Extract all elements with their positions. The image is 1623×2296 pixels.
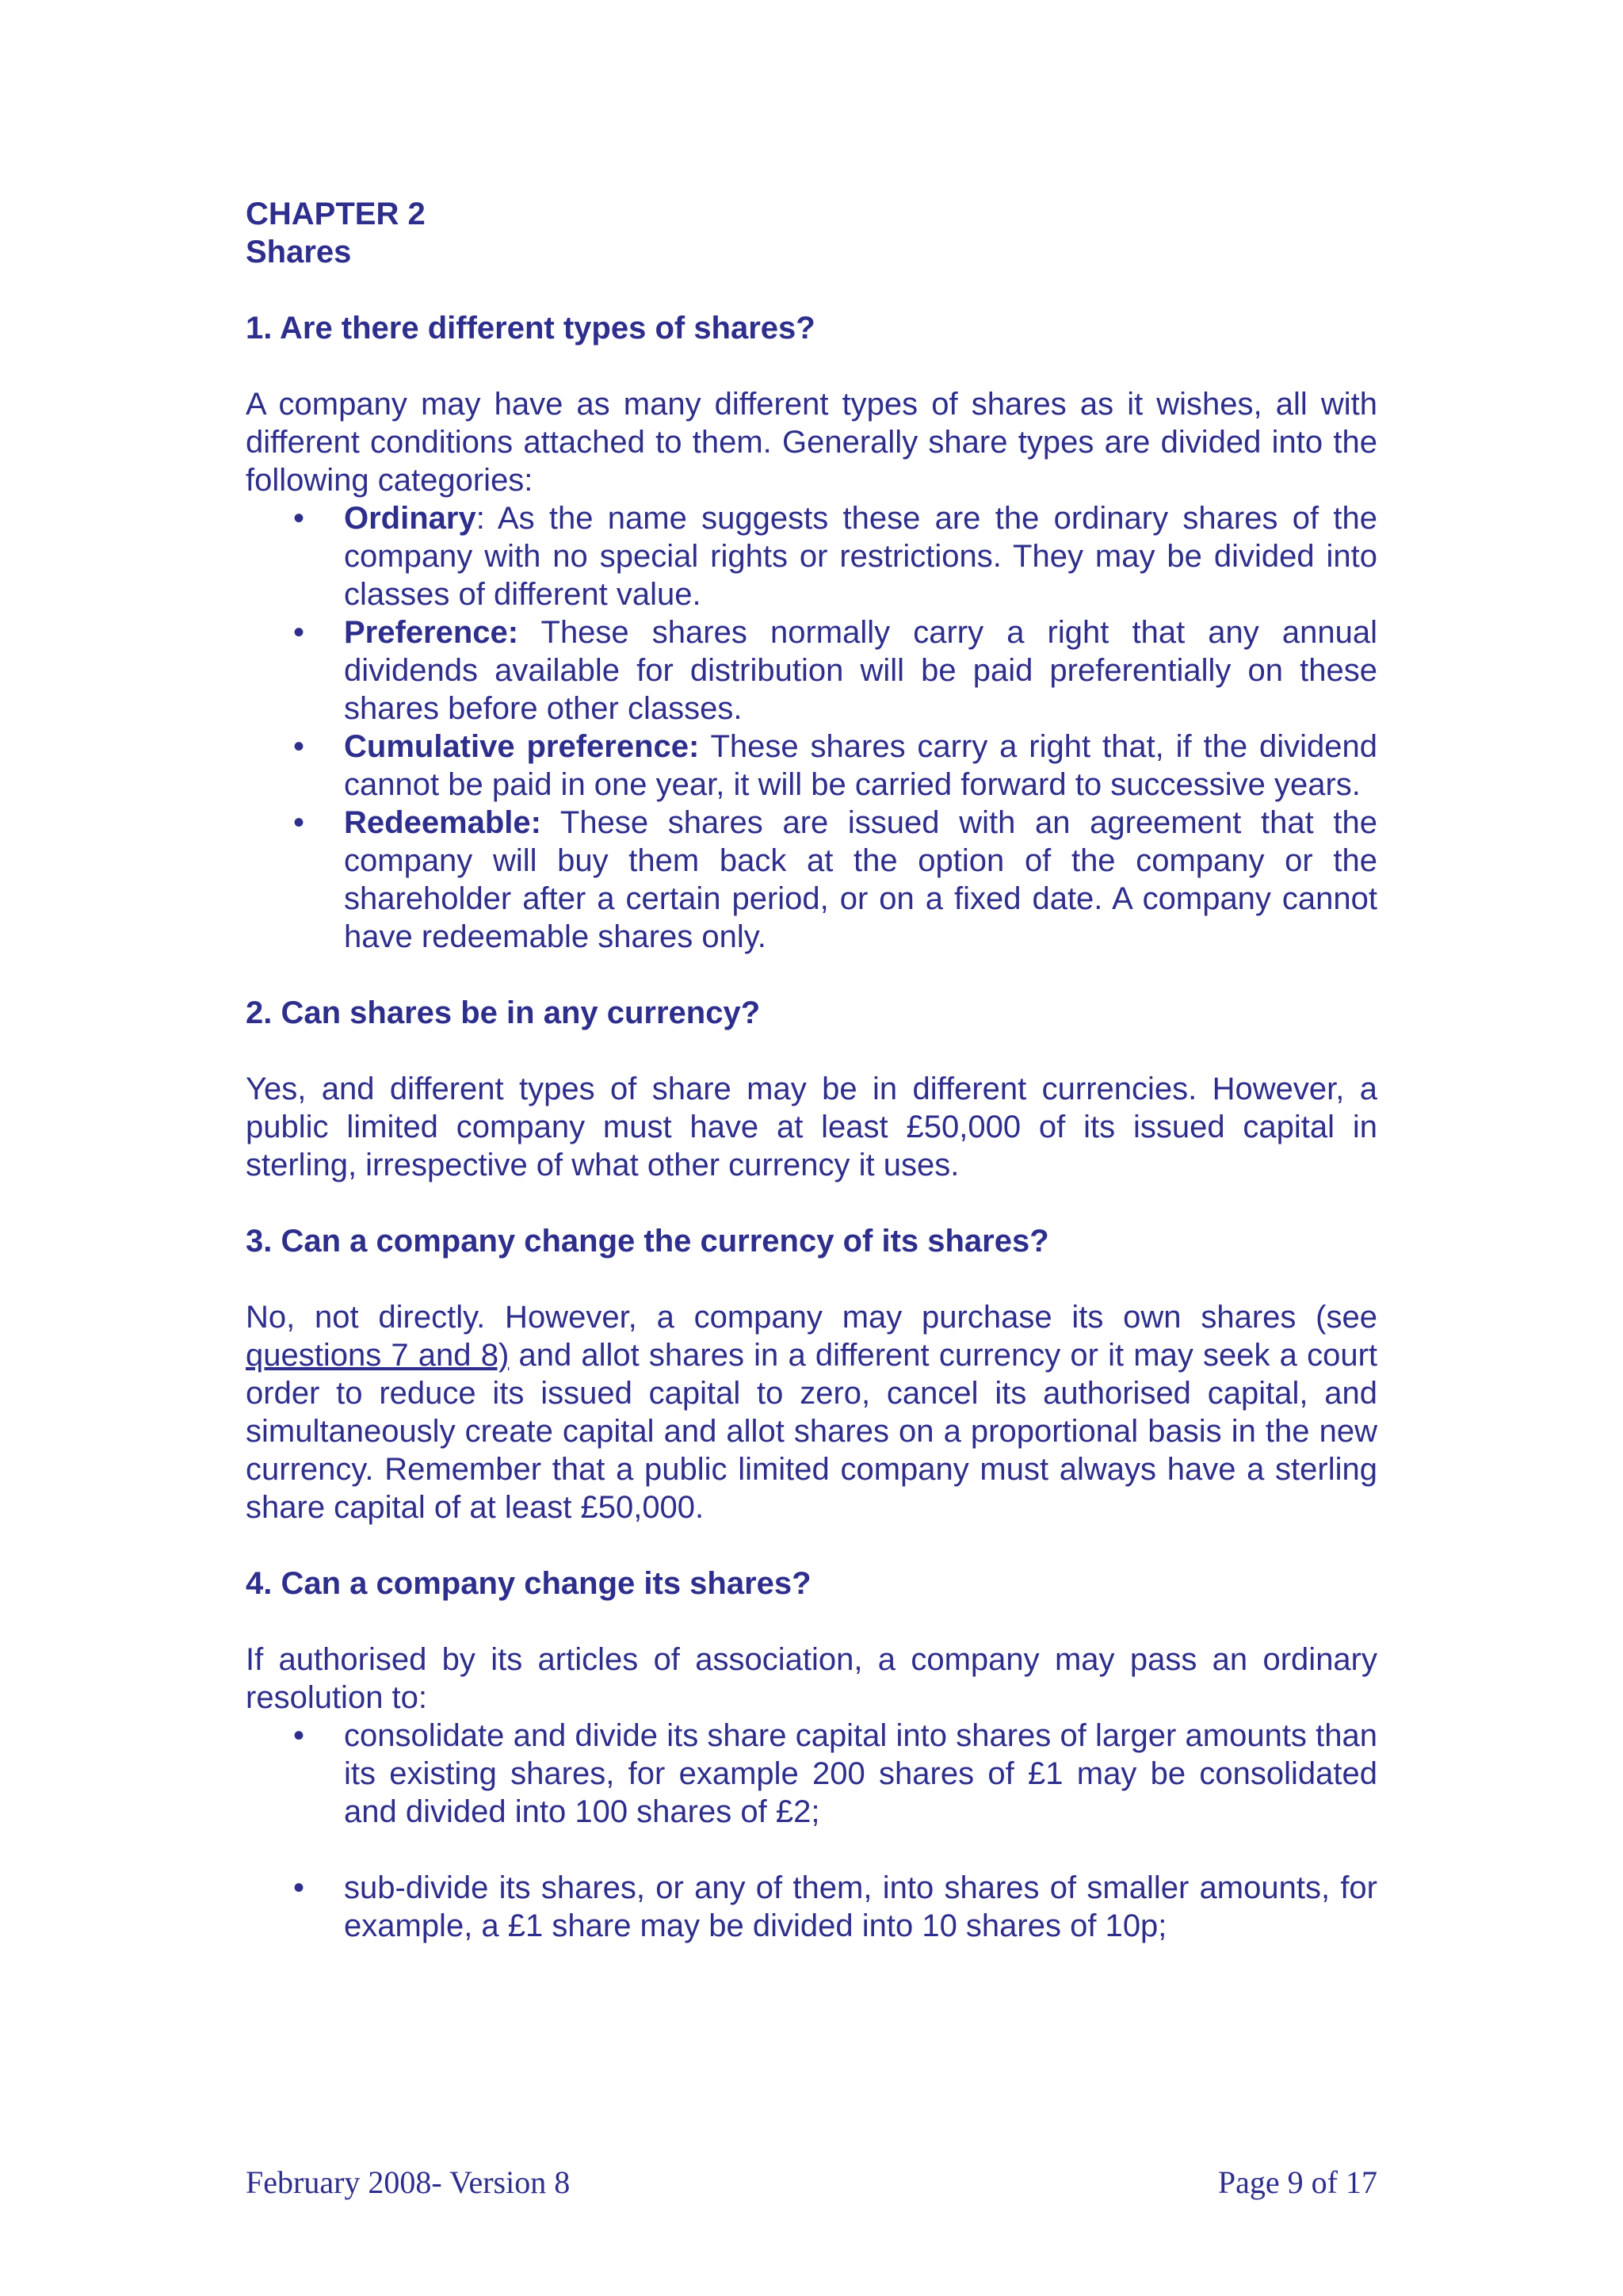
question-1-heading: 1. Are there different types of shares? xyxy=(246,311,815,346)
answer-text-start: No, not directly. However, a company may purchase its own shares (see xyxy=(246,1300,1377,1335)
list-item-text: consolidate and divide its share capital into shares of larger amounts than its existing shares, for example 200 shares of £1 may be consolidated and divided into 100 shares of £2; xyxy=(344,1718,1377,1829)
list-item xyxy=(293,499,1377,613)
footer-version: February 2008- Version 8 xyxy=(246,2164,571,2200)
list-item xyxy=(293,1869,1377,1945)
question-2-heading: 2. Can shares be in any currency? xyxy=(246,995,761,1030)
bullet-icon: • xyxy=(293,615,305,650)
bullet-icon: • xyxy=(293,501,305,536)
list-item-text: sub-divide its shares, or any of them, into shares of smaller amounts, for example, a £1 share may be divided into 10 shares of 10p; xyxy=(344,1870,1377,1943)
question-4-heading: 4. Can a company change its shares? xyxy=(246,1566,812,1601)
list-item-term: Cumulative preference: xyxy=(344,729,700,764)
share-types-list xyxy=(246,499,1377,956)
question-3-answer xyxy=(246,1298,1377,1526)
question-2-answer: Yes, and different types of share may be in different currencies. However, a public limited company must have at least £50,000 of its issued capital in sterling, irrespective of what other currency it uses. xyxy=(246,1072,1377,1182)
chapter-label: CHAPTER 2 xyxy=(246,197,426,231)
list-item-text: : As the name suggests these are the ordinary shares of the company with no special rights or restrictions. They may be divided into classes of different value. xyxy=(344,501,1377,612)
bullet-icon: • xyxy=(293,729,305,764)
question-4-intro: If authorised by its articles of association, a company may pass an ordinary resolution to: xyxy=(246,1642,1377,1715)
share-changes-list xyxy=(246,1717,1377,1831)
list-item-text: These shares normally carry a right that any annual dividends available for distribution will be paid preferentially on these shares before other classes. xyxy=(344,615,1377,726)
list-item xyxy=(293,728,1377,804)
list-item-text: These shares are issued with an agreement that the company will buy them back at the option of the company or the shareholder after a certain period, or on a fixed date. A company cannot have redeemable shares only. xyxy=(344,805,1377,954)
list-item-term: Ordinary xyxy=(344,501,476,536)
list-item-term: Preference: xyxy=(344,615,519,650)
document-page xyxy=(246,195,1377,1945)
bullet-icon: • xyxy=(293,1718,305,1753)
list-item xyxy=(293,1717,1377,1831)
bullet-icon: • xyxy=(293,805,305,840)
questions-7-8-link[interactable]: questions 7 and 8) xyxy=(246,1338,510,1373)
question-3-heading: 3. Can a company change the currency of its shares? xyxy=(246,1224,1049,1259)
share-changes-list-continued xyxy=(246,1869,1377,1945)
bullet-icon: • xyxy=(293,1870,305,1905)
chapter-title: Shares xyxy=(246,235,352,269)
list-item-text: These shares carry a right that, if the dividend cannot be paid in one year, it will be carried forward to successive years. xyxy=(344,729,1377,802)
answer-text-end: and allot shares in a different currency or it may seek a court order to reduce its issued capital to zero, cancel its authorised capital, and simultaneously create capital and allot shares on a proportional basis in the new currency. Remember that a public limited company must always have a sterling share capital of at least £50,000. xyxy=(246,1338,1378,1525)
question-1-intro: A company may have as many different types of shares as it wishes, all with different conditions attached to them. Generally share types are divided into the following categories: xyxy=(246,387,1377,498)
list-item xyxy=(293,613,1377,728)
list-item xyxy=(293,804,1377,956)
list-item-term: Redeemable: xyxy=(344,805,541,840)
footer-page-number: Page 9 of 17 xyxy=(1217,2164,1377,2200)
